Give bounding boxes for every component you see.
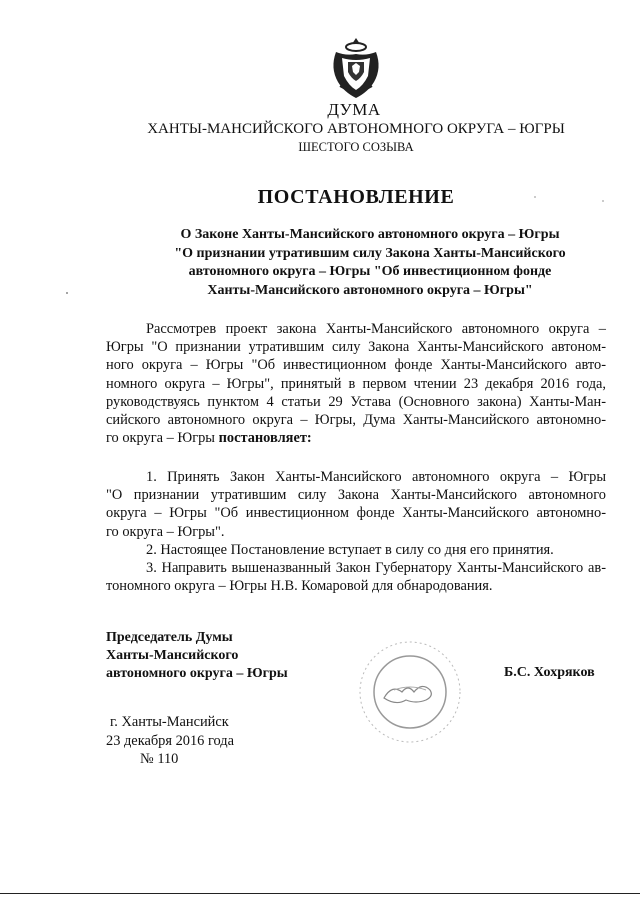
subject-line: автономного округа – Югры "Об инвестиционном фонде <box>188 264 552 279</box>
item1-line: го округа – Югры". <box>106 523 225 540</box>
item3-line: тономного округа – Югры Н.В. Комаровой для обнародования. <box>106 578 493 595</box>
convocation-label: ШЕСТОГО СОЗЫВА <box>298 140 414 154</box>
signer-name: Б.С. Хохряков <box>504 665 595 680</box>
item1-line: округа – Югры "Об инвестиционном фонде Ханты-Мансийского автономно- <box>106 505 606 522</box>
item3-line: 3. Направить вышеназванный Закон Губернатору Ханты-Мансийского ав- <box>146 560 606 577</box>
preamble-line-last <box>106 429 606 447</box>
subject-line: Ханты-Мансийского автономного округа – Югры" <box>207 282 533 298</box>
item1-line: "О признании утратившим силу Закона Ханты-Мансийского автономного <box>106 487 606 504</box>
preamble-line: го округа – Югры <box>106 430 215 447</box>
scan-speck <box>534 196 536 198</box>
preamble-line: Рассмотрев проект закона Ханты-Мансийского автономного округа – <box>146 321 606 337</box>
duma-title: ДУМА <box>327 100 381 119</box>
item1-line: 1. Принять Закон Ханты-Мансийского автономного округа – Югры <box>146 469 606 485</box>
region-title: ХАНТЫ-МАНСИЙСКОГО АВТОНОМНОГО ОКРУГА – ЮГРЫ <box>147 121 565 137</box>
document-type-heading: ПОСТАНОВЛЕНИЕ <box>257 186 455 208</box>
preamble-line: руководствуясь пунктом 4 статьи 29 Устава (Основного закона) Ханты-Ман- <box>106 393 606 410</box>
preamble-line: номного округа – Югры", принятый в первом чтении 23 декабря 2016 года, <box>106 375 606 392</box>
preamble-paragraph <box>106 320 606 447</box>
issue-number: № 110 <box>140 751 179 767</box>
subject-line: О Законе Ханты-Мансийского автономного округа – Югры <box>180 227 560 242</box>
resolution-items <box>106 468 606 595</box>
subject-line: "О признании утратившим силу Закона Ханты-Мансийского <box>174 245 566 261</box>
issue-details <box>106 713 234 769</box>
issue-date: 23 декабря 2016 года <box>106 732 235 749</box>
official-seal-icon <box>354 638 466 746</box>
preamble-line: сийского автономного округа – Югры, Дума Ханты-Мансийского автономно- <box>106 412 606 429</box>
coat-of-arms-icon <box>330 36 382 100</box>
item2-line: 2. Настоящее Постановление вступает в силу со дня его принятия. <box>146 541 554 558</box>
signatory-title-line: Ханты-Мансийского <box>106 648 239 663</box>
signatory-title <box>106 629 288 683</box>
scan-speck <box>602 200 604 202</box>
preamble-line: Югры "О признании утратившим силу Закона Ханты-Мансийского автоном- <box>106 339 606 356</box>
signatory-title-line: Председатель Думы <box>106 630 233 645</box>
resolves-word: постановляет: <box>218 430 312 447</box>
page-bottom-edge <box>0 893 640 894</box>
scan-speck <box>66 292 68 294</box>
signatory-title-line: автономного округа – Югры <box>106 666 288 681</box>
issue-place: г. Ханты-Мансийск <box>110 714 229 730</box>
document-subject <box>110 226 630 300</box>
preamble-line: ного округа – Югры "Об инвестиционном фонде Ханты-Мансийского авто- <box>106 357 606 374</box>
